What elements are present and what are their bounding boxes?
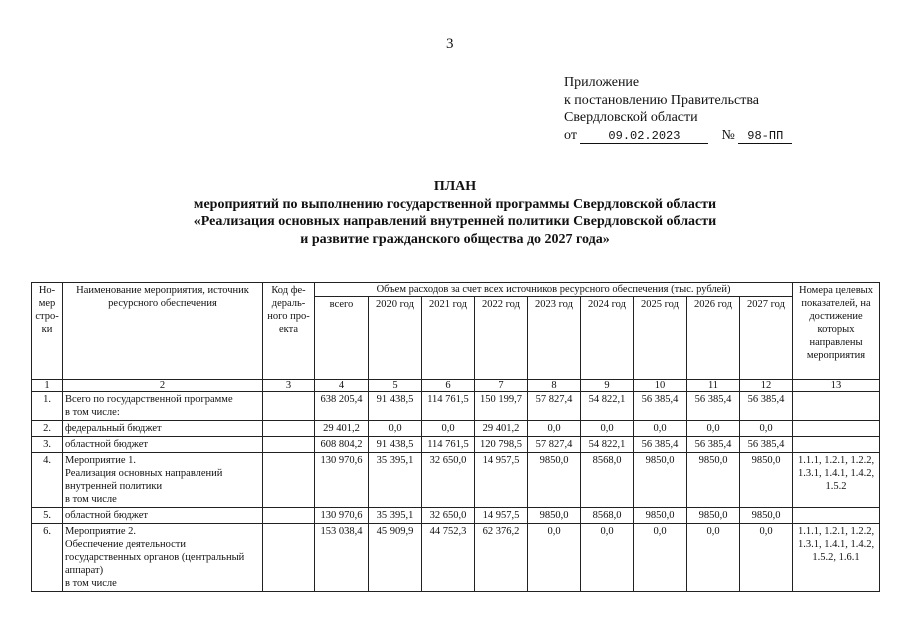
row-name: Мероприятие 2. Обеспечение деятельности государственных органов (центральный аппарат) в том числе [63,524,263,592]
column-number: 7 [475,380,528,392]
row-indicators: 1.1.1, 1.2.1, 1.2.2, 1.3.1, 1.4.1, 1.4.2, 1.5.2 [793,453,880,508]
row-year-value: 9850,0 [687,453,740,508]
table-row [32,508,880,524]
column-number: 3 [263,380,315,392]
column-number: 13 [793,380,880,392]
column-number: 9 [581,380,634,392]
table-row [32,392,880,421]
row-year-value: 56 385,4 [740,437,793,453]
row-year-value: 0,0 [369,421,422,437]
row-year-value: 56 385,4 [687,437,740,453]
row-year-value: 14 957,5 [475,508,528,524]
row-year-value: 9850,0 [528,453,581,508]
row-year-value: 9850,0 [528,508,581,524]
row-indicators [793,437,880,453]
row-code [263,437,315,453]
row-year-value: 8568,0 [581,453,634,508]
row-year-value: 56 385,4 [634,392,687,421]
row-year-value: 56 385,4 [634,437,687,453]
row-year-value: 0,0 [687,421,740,437]
row-year-value: 57 827,4 [528,437,581,453]
row-total: 608 804,2 [315,437,369,453]
header-year: 2023 год [528,297,581,380]
row-year-value: 0,0 [687,524,740,592]
appendix-line-3: Свердловской области [564,110,698,125]
row-year-value: 8568,0 [581,508,634,524]
row-indicators [793,508,880,524]
row-year-value: 32 650,0 [422,453,475,508]
column-number: 8 [528,380,581,392]
row-total: 153 038,4 [315,524,369,592]
resolution-date: 09.02.2023 [580,129,708,144]
row-name: федеральный бюджет [63,421,263,437]
row-total: 29 401,2 [315,421,369,437]
row-year-value: 35 395,1 [369,508,422,524]
row-year-value: 114 761,5 [422,437,475,453]
row-year-value: 114 761,5 [422,392,475,421]
header-year: 2027 год [740,297,793,380]
row-indicators [793,392,880,421]
row-year-value: 35 395,1 [369,453,422,508]
row-year-value: 44 752,3 [422,524,475,592]
header-name: Наименование мероприятия, источник ресурсного обеспечения [63,283,263,380]
row-year-value: 45 909,9 [369,524,422,592]
row-year-value: 14 957,5 [475,453,528,508]
appendix-line-2: к постановлению Правительства [564,92,760,108]
column-number: 6 [422,380,475,392]
row-year-value: 0,0 [581,524,634,592]
column-number: 1 [32,380,63,392]
appendix-date-row [564,127,792,145]
header-volume: Объем расходов за счет всех источников ресурсного обеспечения (тыс. рублей) [315,283,793,297]
row-year-value: 0,0 [740,421,793,437]
row-number: 3. [32,437,63,453]
row-year-value: 62 376,2 [475,524,528,592]
table-row [32,421,880,437]
column-number-row [32,380,880,392]
column-number: 12 [740,380,793,392]
number-label: № [721,127,735,143]
row-year-value: 9850,0 [687,508,740,524]
column-number: 5 [369,380,422,392]
page-number: 3 [446,36,454,52]
row-year-value: 9850,0 [740,453,793,508]
column-number: 10 [634,380,687,392]
header-year: 2024 год [581,297,634,380]
row-year-value: 0,0 [740,524,793,592]
row-total: 130 970,6 [315,508,369,524]
row-year-value: 0,0 [528,421,581,437]
table-row [32,524,880,592]
row-code [263,508,315,524]
row-year-value: 29 401,2 [475,421,528,437]
table-row [32,453,880,508]
plan-table [31,282,880,592]
column-number: 4 [315,380,369,392]
row-indicators: 1.1.1, 1.2.1, 1.2.2, 1.3.1, 1.4.1, 1.4.2, 1.5.2, 1.6.1 [793,524,880,592]
row-year-value: 120 798,5 [475,437,528,453]
row-code [263,421,315,437]
row-year-value: 0,0 [422,421,475,437]
row-year-value: 54 822,1 [581,392,634,421]
header-year: 2022 год [475,297,528,380]
row-year-value: 0,0 [634,524,687,592]
row-year-value: 9850,0 [634,508,687,524]
resolution-number: 98-ПП [738,129,792,144]
column-number: 2 [63,380,263,392]
from-label: от [564,127,577,143]
row-year-value: 57 827,4 [528,392,581,421]
title-line-1: ПЛАН [433,179,477,194]
header-row-number: Но-мер стро-ки [32,283,63,380]
row-year-value: 56 385,4 [740,392,793,421]
row-name: областной бюджет [63,437,263,453]
document-title [120,178,790,248]
row-total: 638 205,4 [315,392,369,421]
row-year-value: 9850,0 [634,453,687,508]
row-number: 1. [32,392,63,421]
header-row-1 [32,283,880,297]
table-row [32,437,880,453]
header-year: 2020 год [369,297,422,380]
row-year-value: 56 385,4 [687,392,740,421]
header-year: 2021 год [422,297,475,380]
row-year-value: 0,0 [528,524,581,592]
row-name: областной бюджет [63,508,263,524]
row-code [263,453,315,508]
row-year-value: 9850,0 [740,508,793,524]
row-number: 2. [32,421,63,437]
header-code: Код фе-дераль-ного про-екта [263,283,315,380]
row-year-value: 91 438,5 [369,392,422,421]
title-line-2: мероприятий по выполнению государственной программы Свердловской области [193,196,717,212]
row-number: 4. [32,453,63,508]
row-name: Мероприятие 1. Реализация основных направлений внутренней политики в том числе [63,453,263,508]
header-indicators: Номера целевых показателей, на достижение которых направлены мероприятия [793,283,880,380]
row-year-value: 150 199,7 [475,392,528,421]
appendix-block [564,74,792,144]
row-year-value: 0,0 [634,421,687,437]
row-year-value: 0,0 [581,421,634,437]
title-line-3: «Реализация основных направлений внутренней политики Свердловской области [193,214,717,229]
header-year: 2026 год [687,297,740,380]
row-total: 130 970,6 [315,453,369,508]
row-name: Всего по государственной программе в том числе: [63,392,263,421]
row-number: 6. [32,524,63,592]
row-year-value: 32 650,0 [422,508,475,524]
row-number: 5. [32,508,63,524]
header-total: всего [315,297,369,380]
row-year-value: 91 438,5 [369,437,422,453]
row-year-value: 54 822,1 [581,437,634,453]
column-number: 11 [687,380,740,392]
title-line-4: и развитие гражданского общества до 2027 года» [300,231,610,247]
row-indicators [793,421,880,437]
row-code [263,392,315,421]
header-year: 2025 год [634,297,687,380]
row-code [263,524,315,592]
appendix-line-1: Приложение [564,75,640,90]
